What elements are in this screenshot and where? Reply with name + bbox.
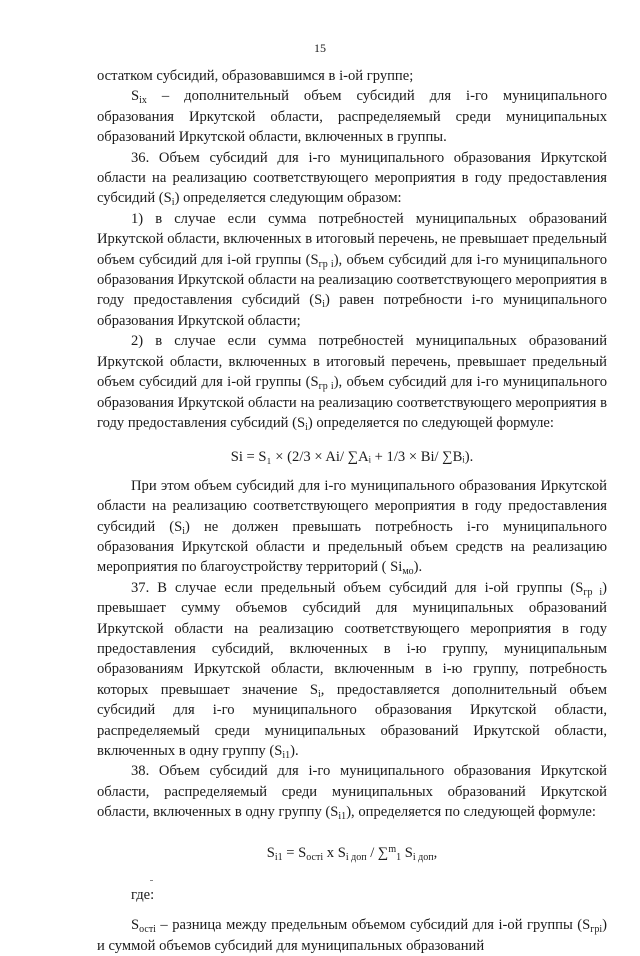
paragraph-36: 36. Объем субсидий для i-го муниципального образования Иркутской области на реализацию соответствующего мероприятия в году предоставления субсидий $(S_i)$ определяется следующим образом: bbox=[97, 149, 607, 209]
paragraph-six-definition: $S_{ix}$ – дополнительный объем субсидий для i-го муниципального образования Иркутской области, распределяемый среди муниципальных образований Иркутской области, включенных в группы. bbox=[97, 88, 607, 146]
where-label: где: bbox=[131, 887, 155, 904]
formula-si: Si = S₁ × (2/3 × Ai/ ∑Aᵢ + 1/3 × Bi/ ∑Bᵢ). bbox=[230, 449, 474, 466]
paragraph-36-item-2: 2) в случае если сумма потребностей муниципальных образований Иркутской области, включенных в итоговый перечень, превышает предельный объем субсидий для i-ой группы $(S_{гр i})$, объем субсидий для i-го муниципального образования Иркутской области на реализацию соответствующего мероприятия в году предоставления субсидий $(S_i)$ определяется по следующей формуле: bbox=[97, 333, 607, 433]
page-number: 15 bbox=[314, 41, 326, 55]
document-body bbox=[97, 66, 607, 956]
paragraph-sost-definition: $S_{остi}$ – разница между предельным объемом субсидий для i-ой группы $(S_{грi})$ и суммой объемов субсидий для муниципальных образований bbox=[97, 917, 607, 954]
paragraph-38: 38. Объем субсидий для i-го муниципального образования Иркутской области, распределяемый среди муниципальных образований Иркутской области, включенных в одну группу $(S_{i1})$, определяется по следующей формуле: bbox=[97, 763, 607, 823]
paragraph-37: 37. В случае если предельный объем субсидий для i-ой группы $(S_{гр i})$ превышает сумму объемов субсидий для муниципальных образований Иркутской области на реализацию соответствующего мероприятия в году предоставления субсидий, включенных в i-ю группу, муниципальным образованиям Иркутской области, включенным в i-ю группу, потребность которых превышает значение $S_i$, предоставляется дополнительный объем субсидий для i-го муниципального образования Иркутской области, распределяемый среди муниципальных образований Иркутской области, включенных в одну группу $(S_{i1})$. bbox=[97, 579, 607, 761]
scan-speck bbox=[150, 880, 153, 881]
paragraph-36-item-1: 1) в случае если сумма потребностей муниципальных образований Иркутской области, включенных в итоговый перечень, не превышает предельный объем субсидий для i-ой группы $(S_{гр i})$, объем субсидий для i-го муниципального образования Иркутской области на реализацию соответствующего мероприятия в году предоставления субсидий $(S_i)$ равен потребности i-го муниципального образования Иркутской области; bbox=[97, 210, 607, 329]
paragraph-limit: При этом объем субсидий для i-го муниципального образования Иркутской области на реализацию соответствующего мероприятия в году предоставления субсидий $(S_i)$ не должен превышать потребность i-го муниципального образования Иркутской области и предельный объем средств на реализацию мероприятия по благоустройству территорий ( $Si_{мо}$). bbox=[97, 477, 607, 578]
paragraph-continuation: остатком субсидий, образовавшимся в i-ой группе; bbox=[97, 68, 414, 84]
formula-si1: $S_{i1} = S_{остi}$ x $S_{i доп} / \sum^m_1$ $S_{i доп}$, bbox=[266, 843, 438, 863]
